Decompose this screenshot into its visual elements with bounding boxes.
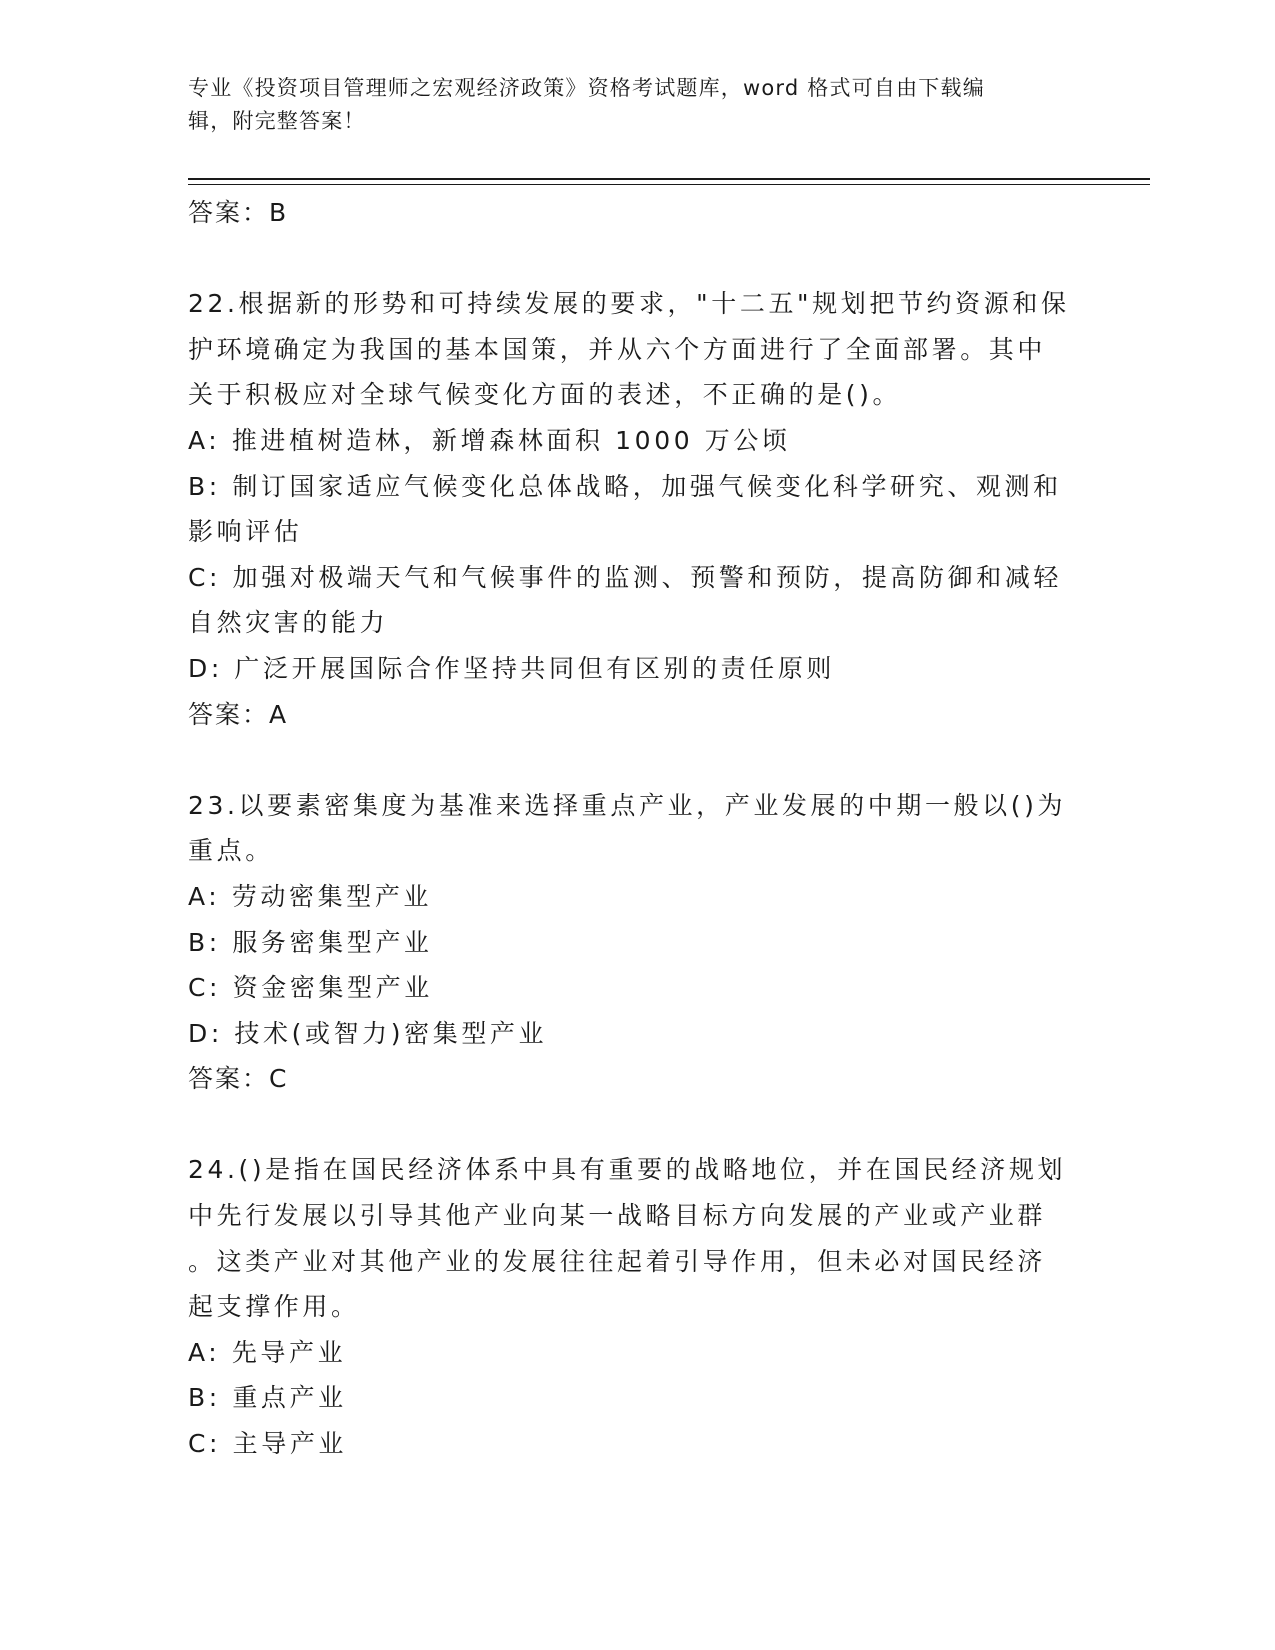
header-rule-thick: [188, 178, 1150, 180]
document-header: [188, 72, 1068, 138]
question-23-option-d: D: 技术(或智力)密集型产业: [188, 1018, 548, 1048]
answer-prev: 答案：B: [188, 198, 289, 227]
question-24-stem-4: 起支撑作用。: [188, 1292, 360, 1322]
question-22-option-c: C: 加强对极端天气和气候事件的监测、预警和预防，提高防御和减轻: [188, 562, 1063, 592]
question-22: [188, 281, 1088, 737]
question-22-stem-3: 关于积极应对全球气候变化方面的表述，不正确的是()。: [188, 380, 902, 410]
header-rule-thin: [188, 184, 1150, 185]
header-line-2: 辑，附完整答案！: [188, 109, 366, 133]
question-23-stem-2: 重点。: [188, 836, 274, 866]
question-body: [188, 190, 1088, 1467]
question-24: [188, 1147, 1088, 1466]
question-23-stem-1: 23.以要素密集度为基准来选择重点产业，产业发展的中期一般以()为: [188, 790, 1067, 820]
question-24-option-a: A: 先导产业: [188, 1337, 347, 1367]
question-23-answer: 答案：C: [188, 1064, 289, 1094]
question-22-option-d: D: 广泛开展国际合作坚持共同但有区别的责任原则: [188, 653, 836, 683]
question-22-option-b-cont: 影响评估: [188, 517, 303, 547]
question-22-answer: 答案：A: [188, 699, 289, 729]
question-23-option-c: C: 资金密集型产业: [188, 973, 433, 1003]
question-22-option-b: B: 制订国家适应气候变化总体战略，加强气候变化科学研究、观测和: [188, 471, 1062, 501]
question-22-stem-1: 22.根据新的形势和可持续发展的要求，"十二五"规划把节约资源和保: [188, 289, 1070, 319]
question-23: [188, 783, 1088, 1102]
question-23-option-b: B: 服务密集型产业: [188, 927, 433, 957]
question-23-option-a: A: 劳动密集型产业: [188, 881, 433, 911]
question-24-stem-3: 。这类产业对其他产业的发展往往起着引导作用，但未必对国民经济: [188, 1246, 1047, 1276]
question-22-option-c-cont: 自然灾害的能力: [188, 608, 389, 638]
question-22-stem-2: 护环境确定为我国的基本国策，并从六个方面进行了全面部署。其中: [188, 334, 1047, 364]
question-22-option-a: A: 推进植树造林，新增森林面积 1000 万公顷: [188, 425, 791, 455]
question-24-option-b: B: 重点产业: [188, 1383, 347, 1413]
question-24-option-c: C: 主导产业: [188, 1429, 348, 1459]
header-line-1: 专业《投资项目管理师之宏观经济政策》资格考试题库，word 格式可自由下载编: [188, 76, 985, 100]
question-24-stem-1: 24.()是指在国民经济体系中具有重要的战略地位，并在国民经济规划: [188, 1155, 1067, 1185]
question-24-stem-2: 中先行发展以引导其他产业向某一战略目标方向发展的产业或产业群: [188, 1201, 1047, 1231]
